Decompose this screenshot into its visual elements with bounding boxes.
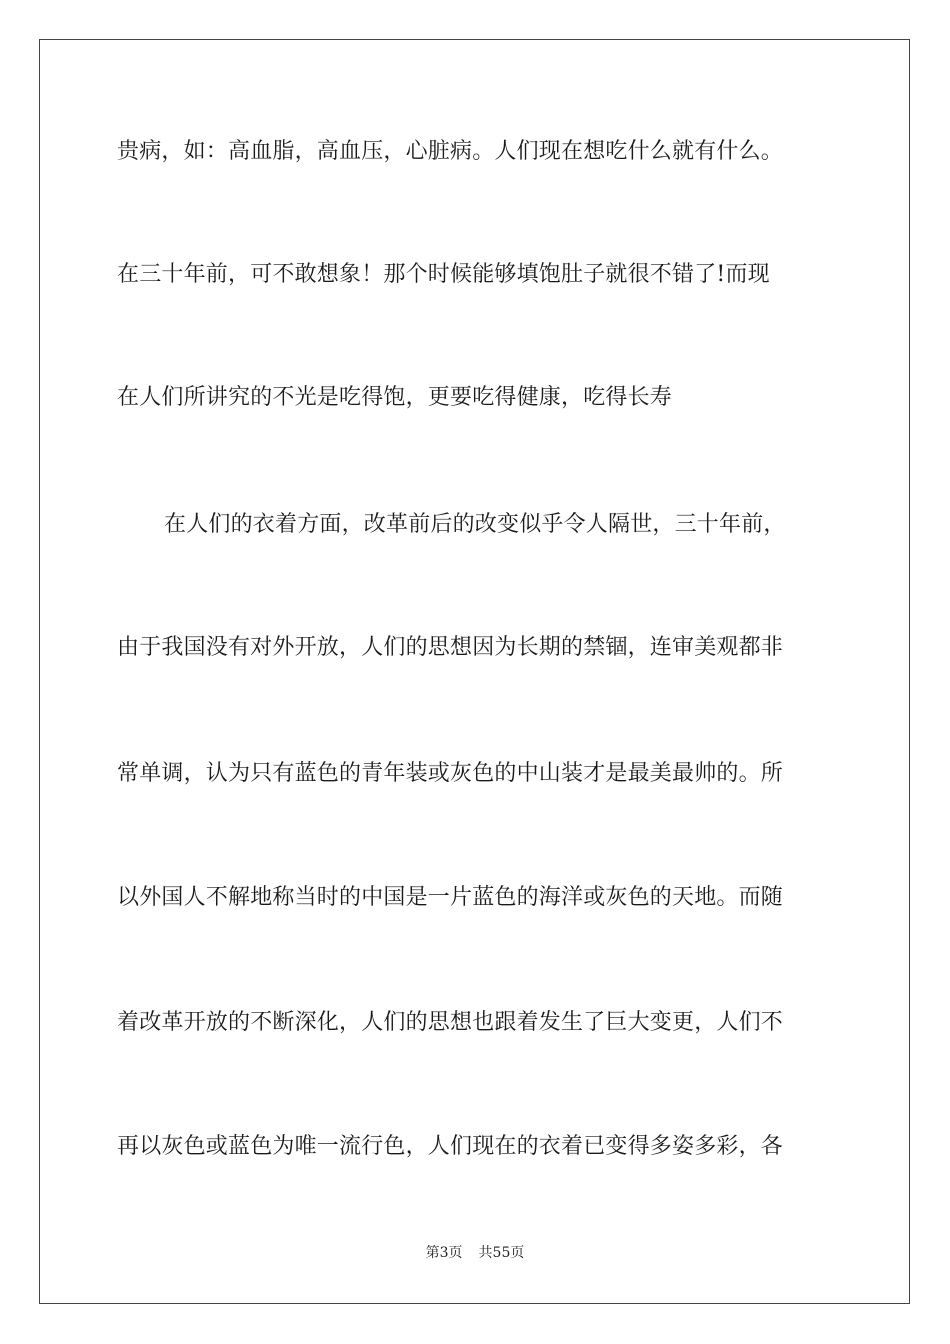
text-line-7: 以外国人不解地称当时的中国是一片蓝色的海洋或灰色的天地。而随 (117, 885, 784, 910)
text-line-4: 在人们的衣着方面，改革前后的改变似乎令人隔世，三十年前， (164, 512, 786, 537)
text-line-6: 常单调，认为只有蓝色的青年装或灰色的中山装才是最美最帅的。所 (117, 761, 784, 786)
page-border (39, 39, 910, 1304)
text-line-3: 在人们所讲究的不光是吃得饱，更要吃得健康，吃得长寿 (117, 385, 673, 410)
text-line-1: 贵病，如：高血脂，高血压，心脏病。人们现在想吃什么就有什么。 (117, 139, 784, 164)
page-footer (0, 1242, 950, 1262)
text-line-8: 着改革开放的不断深化，人们的思想也跟着发生了巨大变更，人们不 (117, 1010, 784, 1035)
text-line-2: 在三十年前，可不敢想象！那个时候能够填饱肚子就很不错了!而现 (117, 262, 770, 287)
text-line-9: 再以灰色或蓝色为唯一流行色，人们现在的衣着已变得多姿多彩，各 (117, 1134, 784, 1159)
page-number: 第3页 (425, 1245, 463, 1261)
page-total: 共55页 (478, 1245, 525, 1261)
text-line-5: 由于我国没有对外开放，人们的思想因为长期的禁锢，连审美观都非 (117, 635, 784, 660)
